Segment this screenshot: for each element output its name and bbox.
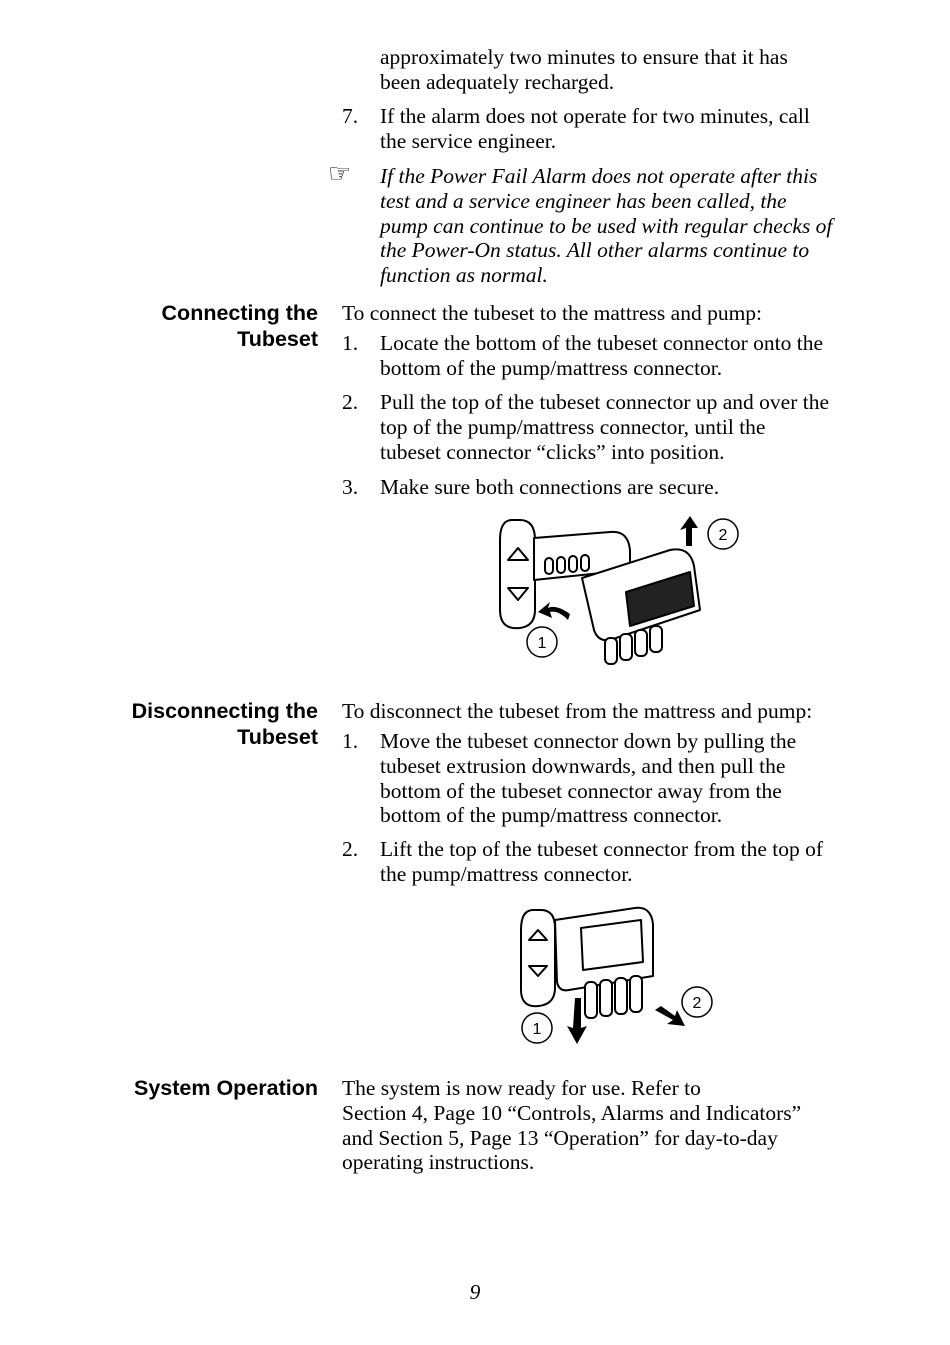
text-line: If the alarm does not operate for two minutes, call: [380, 104, 810, 128]
text-line: Make sure both connections are secure.: [380, 475, 720, 499]
text-line: bottom of the tubeset connector away from the: [380, 778, 782, 803]
tubeset-connector-face: [581, 920, 643, 970]
text-line: Lift the top of the tubeset connector from the top of: [380, 837, 824, 861]
text-line: been adequately recharged.: [380, 69, 615, 94]
step-number: 2.: [342, 390, 359, 414]
step-number: 3.: [342, 475, 359, 499]
heading-line: Tubeset: [237, 327, 318, 351]
disconnecting-intro: To disconnect the tubeset from the mattress and pump:: [342, 699, 813, 723]
text-line: operating instructions.: [342, 1150, 535, 1175]
text-line: the Power-On status. All other alarms continue to: [380, 238, 810, 263]
connecting-step-2: [342, 390, 862, 464]
text-line: function as normal.: [380, 263, 548, 288]
text-line: The system is now ready for use. Refer to: [342, 1076, 701, 1100]
heading-line: System Operation: [134, 1076, 318, 1100]
step-number: 1.: [342, 331, 359, 355]
text-line: bottom of the pump/mattress connector.: [380, 355, 723, 380]
disconnecting-step-1: [342, 729, 862, 828]
tubeset-tube: [615, 978, 627, 1014]
system-operation-text: [342, 1076, 862, 1175]
disconnecting-step-2: [342, 837, 862, 887]
heading-line: Disconnecting the: [131, 699, 318, 723]
text-line: Pull the top of the tubeset connector up and over the: [380, 390, 829, 414]
callout-label: 1: [537, 635, 547, 652]
port-slot: [581, 555, 589, 571]
text-line: pump can continue to be used with regular checks of: [380, 213, 833, 238]
text-line: Move the tubeset connector down by pulling the: [380, 729, 797, 753]
step-7: [342, 104, 862, 154]
text-line: approximately two minutes to ensure that it has: [380, 45, 788, 69]
connecting-intro: To connect the tubeset to the mattress and pump:: [342, 301, 763, 325]
connecting-step-3: [342, 475, 862, 500]
text-line: test and a service engineer has been called, the: [380, 188, 787, 213]
heading-line: Connecting the: [161, 301, 318, 325]
system-operation-heading: [60, 1075, 318, 1101]
pump-connector-plate: [500, 520, 535, 628]
step-number: 2.: [342, 837, 359, 861]
arrow-diagonal-icon: [655, 1006, 685, 1026]
port-slot: [557, 557, 565, 573]
text-line: tubeset connector “clicks” into position.: [380, 439, 725, 464]
pump-connector-plate: [521, 910, 555, 1006]
port-slot: [569, 556, 577, 572]
callout-label: 2: [692, 995, 702, 1012]
step-number: 7.: [342, 104, 359, 128]
previous-step-continuation: [342, 45, 862, 95]
text-line: Section 4, Page 10 “Controls, Alarms and Indicators”: [342, 1100, 802, 1125]
tubeset-tube: [600, 980, 612, 1016]
tubeset-tube: [585, 982, 597, 1018]
tubeset-tube: [630, 976, 642, 1012]
text-line: top of the pump/mattress connector, until the: [380, 414, 766, 439]
text-line: Locate the bottom of the tubeset connector onto the: [380, 331, 823, 355]
heading-line: Tubeset: [237, 725, 318, 749]
text-line: the service engineer.: [380, 128, 557, 153]
text-line: bottom of the pump/mattress connector.: [380, 803, 723, 828]
disconnect-tubeset-illustration: [505, 898, 735, 1053]
power-fail-note: [328, 159, 868, 288]
callout-label: 2: [718, 527, 728, 544]
connect-tubeset-illustration: [490, 510, 750, 680]
callout-label: 1: [532, 1021, 542, 1038]
text-line: If the Power Fail Alarm does not operate after this: [380, 164, 818, 188]
connecting-step-1: [342, 331, 862, 381]
tubeset-tube: [650, 626, 662, 652]
tubeset-tube: [635, 630, 647, 656]
text-line: tubeset extrusion downwards, and then pull the: [380, 753, 786, 778]
tubeset-tube: [605, 638, 617, 664]
step-number: 1.: [342, 729, 359, 753]
arrow-up-icon: [680, 516, 698, 546]
arrow-curve-icon: [538, 602, 570, 620]
page-number: 9: [469, 1280, 481, 1304]
text-line: the pump/mattress connector.: [380, 861, 633, 886]
connecting-tubeset-heading: [60, 300, 318, 352]
port-slot: [545, 558, 553, 574]
tubeset-tube: [620, 634, 632, 660]
disconnecting-tubeset-heading: [60, 698, 318, 750]
pointing-hand-icon: ☞: [328, 159, 352, 188]
text-line: and Section 5, Page 13 “Operation” for day-to-day: [342, 1125, 778, 1150]
